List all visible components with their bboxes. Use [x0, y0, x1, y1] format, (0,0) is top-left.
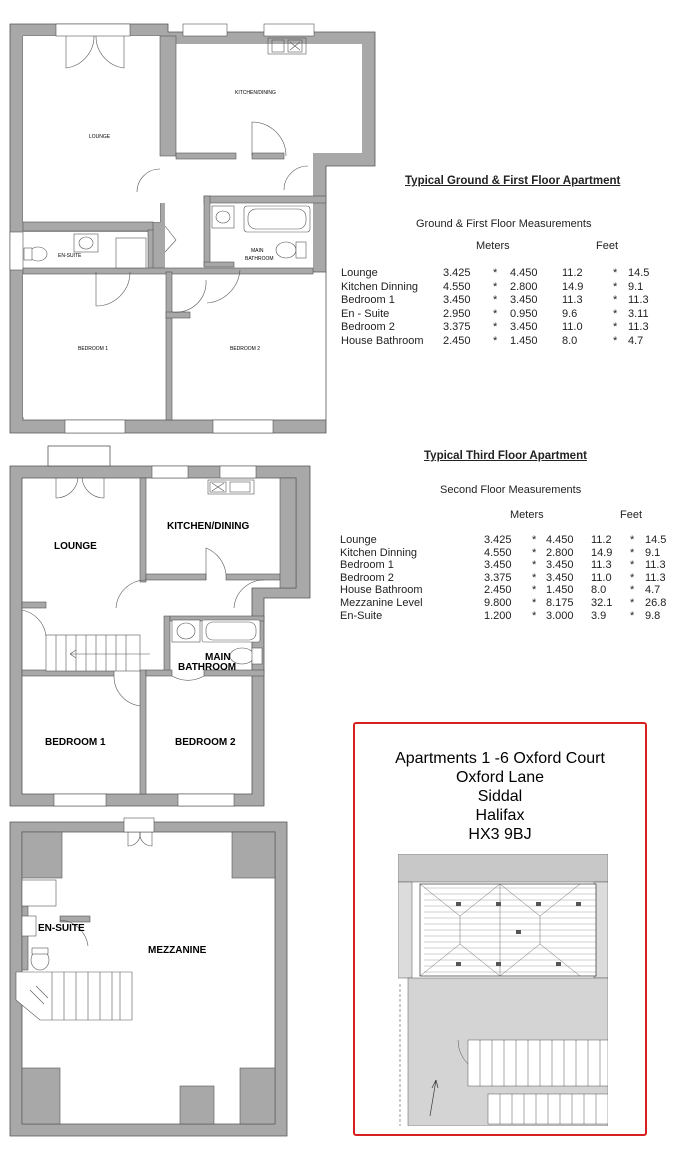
- third-floor-plan: [10, 446, 310, 806]
- room-name: House Bathroom: [340, 584, 423, 597]
- feet-width: 11.3: [591, 559, 612, 572]
- meters-length: 3.000: [546, 609, 574, 622]
- meters-width: 3.425: [443, 267, 471, 279]
- ground-floor-plan: [10, 24, 375, 433]
- feet-length: 11.3: [628, 321, 649, 333]
- meters-width: 3.425: [484, 534, 512, 546]
- meters-width: 2.450: [484, 584, 512, 597]
- feet-width: 14.9: [591, 546, 613, 559]
- meters-length: 3.450: [546, 571, 574, 584]
- feet-width: 11.0: [562, 321, 583, 333]
- feet-length: 14.5: [645, 534, 667, 546]
- meters-width: 1.200: [484, 609, 512, 622]
- meters-width: 4.550: [484, 546, 512, 559]
- ground-feet-header: Feet: [596, 240, 619, 252]
- separator: *: [630, 534, 635, 546]
- meters-width: 3.375: [443, 321, 471, 333]
- gf-ensuite-label: EN-SUITE: [58, 253, 82, 259]
- room-name: Bedroom 2: [340, 571, 394, 584]
- mz-ensuite-label: EN-SUITE: [38, 923, 85, 934]
- separator: *: [613, 267, 618, 279]
- ground-floor-subtitle: Ground & First Floor Measurements: [416, 218, 592, 230]
- gf-kitchen-label: KITCHEN/DINING: [235, 90, 276, 96]
- meters-length: 3.450: [510, 321, 538, 333]
- feet-length: 4.7: [628, 334, 644, 347]
- feet-width: 8.0: [562, 334, 578, 347]
- meters-width: 9.800: [484, 597, 512, 609]
- meters-width: 3.450: [443, 294, 471, 306]
- site-plan: [398, 854, 608, 1126]
- tf-kitchen-label: KITCHEN/DINING: [167, 521, 250, 532]
- room-name: Lounge: [341, 267, 378, 279]
- address-line-2: Oxford Lane: [455, 769, 545, 786]
- separator: *: [630, 571, 635, 584]
- feet-width: 9.6: [562, 307, 578, 320]
- feet-width: 14.9: [562, 280, 584, 293]
- separator: *: [532, 571, 537, 584]
- meters-length: 2.800: [546, 546, 574, 559]
- feet-length: 9.1: [628, 280, 644, 293]
- separator: *: [613, 334, 618, 347]
- meters-length: 1.450: [510, 334, 538, 347]
- gf-bathroom-label-1: MAIN: [251, 248, 264, 254]
- feet-width: 32.1: [591, 597, 613, 609]
- feet-length: 26.8: [645, 597, 667, 609]
- site-building: [420, 884, 596, 976]
- meters-width: 3.375: [484, 571, 512, 584]
- tf-lounge-label: LOUNGE: [54, 541, 97, 552]
- separator: *: [493, 334, 498, 347]
- separator: *: [613, 280, 618, 293]
- room-name: Bedroom 1: [341, 294, 395, 306]
- gf-lounge-label: LOUNGE: [89, 134, 111, 140]
- separator: *: [532, 559, 537, 572]
- separator: *: [493, 267, 498, 279]
- separator: *: [532, 597, 537, 609]
- separator: *: [493, 280, 498, 293]
- ground-meters-header: Meters: [476, 240, 510, 252]
- mezzanine-floor-plan: [10, 818, 287, 1136]
- third-meters-header: Meters: [510, 509, 544, 521]
- feet-length: 11.3: [645, 559, 666, 572]
- meters-length: 4.450: [546, 534, 574, 546]
- separator: *: [613, 321, 618, 333]
- separator: *: [630, 546, 635, 559]
- meters-width: 3.450: [484, 559, 512, 572]
- feet-width: 11.3: [562, 294, 583, 306]
- meters-width: 2.450: [443, 334, 471, 347]
- address-panel: [353, 722, 647, 1136]
- separator: *: [493, 321, 498, 333]
- gf-bedroom1-label: BEDROOM 1: [78, 346, 109, 352]
- meters-length: 2.800: [510, 280, 538, 293]
- feet-width: 3.9: [591, 609, 607, 622]
- mz-mezzanine-label: MEZZANINE: [148, 945, 207, 956]
- address-line-4: Halifax: [475, 807, 525, 824]
- separator: *: [532, 546, 537, 559]
- feet-width: 8.0: [591, 584, 607, 597]
- tf-bedroom1-label: BEDROOM 1: [45, 737, 106, 748]
- room-name: Mezzanine Level: [340, 597, 423, 609]
- feet-length: 9.1: [645, 546, 661, 559]
- room-name: En - Suite: [341, 307, 390, 320]
- feet-length: 9.8: [645, 609, 661, 622]
- feet-width: 11.0: [591, 571, 612, 584]
- tf-bathroom-label-1: MAIN: [205, 652, 231, 663]
- meters-length: 3.450: [510, 294, 538, 306]
- third-floor-subtitle: Second Floor Measurements: [440, 484, 582, 496]
- separator: *: [532, 609, 537, 622]
- gf-bathroom-label-2: BATHROOM: [245, 256, 274, 262]
- tf-bathroom-label-2: BATHROOM: [178, 662, 237, 673]
- separator: *: [532, 584, 537, 597]
- separator: *: [493, 294, 498, 306]
- room-name: Kitchen Dinning: [341, 280, 419, 293]
- meters-length: 8.175: [546, 597, 574, 609]
- room-name: En-Suite: [340, 609, 383, 622]
- meters-width: 4.550: [443, 280, 471, 293]
- separator: *: [630, 597, 635, 609]
- separator: *: [630, 609, 635, 622]
- meters-width: 2.950: [443, 307, 471, 320]
- feet-width: 11.2: [591, 534, 612, 546]
- third-floor-title: Typical Third Floor Apartment: [424, 450, 587, 462]
- meters-length: 4.450: [510, 267, 538, 279]
- meters-length: 1.450: [546, 584, 574, 597]
- tf-bedroom2-label: BEDROOM 2: [175, 737, 236, 748]
- meters-length: 3.450: [546, 559, 574, 572]
- separator: *: [493, 307, 498, 320]
- room-name: Bedroom 2: [341, 321, 395, 333]
- address-line-5: HX3 9BJ: [468, 826, 532, 843]
- feet-width: 11.2: [562, 267, 583, 279]
- feet-length: 4.7: [645, 584, 661, 597]
- separator: *: [613, 307, 618, 320]
- third-floor-measurements: [340, 450, 670, 630]
- separator: *: [630, 584, 635, 597]
- separator: *: [532, 534, 537, 546]
- feet-length: 14.5: [628, 267, 650, 279]
- feet-length: 3.11: [628, 307, 649, 320]
- room-name: Kitchen Dinning: [340, 546, 418, 559]
- third-feet-header: Feet: [620, 509, 643, 521]
- separator: *: [630, 559, 635, 572]
- separator: *: [613, 294, 618, 306]
- ground-floor-measurements: [340, 175, 660, 355]
- meters-length: 0.950: [510, 307, 538, 320]
- feet-length: 11.3: [628, 294, 649, 306]
- address-line-3: Siddal: [477, 788, 523, 805]
- feet-length: 11.3: [645, 571, 666, 584]
- room-name: Bedroom 1: [340, 559, 394, 572]
- room-name: Lounge: [340, 534, 377, 546]
- room-name: House Bathroom: [341, 334, 424, 347]
- ground-floor-title: Typical Ground & First Floor Apartment: [405, 175, 621, 187]
- gf-bedroom2-label: BEDROOM 2: [230, 346, 261, 352]
- address-line-1: Apartments 1 -6 Oxford Court: [395, 750, 605, 767]
